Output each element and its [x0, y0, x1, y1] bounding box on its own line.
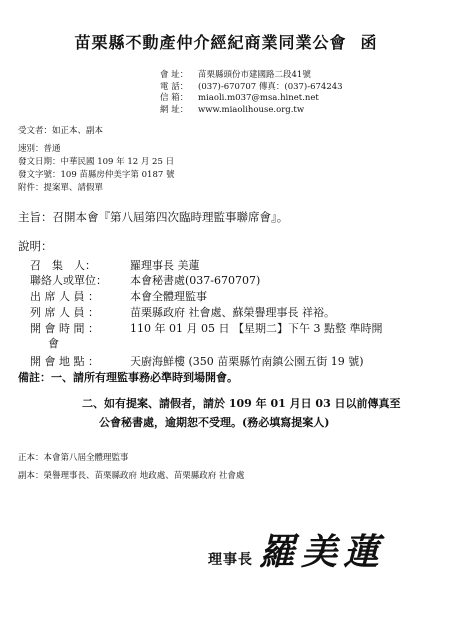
issue-date: 發文日期：中華民國 109 年 12 月 25 日: [18, 157, 175, 167]
contact-phone: 電 話： (037)-670707 傳真：(037)-674243: [160, 81, 343, 92]
desc-item-time-cont: 會: [48, 337, 59, 350]
attachments: 附件：提案單、請假單: [18, 183, 104, 193]
contact-email: 信 箱： miaoli.m037@msa.hinet.net: [160, 93, 319, 103]
doc-type: 函: [360, 33, 378, 52]
note-1: 備註：一、請所有理監事務必準時到場開會。: [18, 371, 238, 384]
chairperson-signature: [208, 515, 385, 575]
signature-name: 羅美蓮: [259, 531, 386, 573]
distribution-main: 正本：本會第八屆全體理監事: [18, 453, 129, 463]
note-2-line-2: 公會秘書處，逾期恕不受理。(務必填寫提案人): [99, 416, 330, 429]
speed: 速別：普通: [18, 144, 61, 154]
recipient: 受文者：如正本、副本: [18, 126, 104, 136]
signature-title: 理事長: [208, 552, 253, 568]
desc-item-attendees: 出 席 人 員 ： 本會全體理監事: [30, 290, 207, 303]
contact-block: [160, 70, 343, 116]
contact-website: 網 址： www.miaolihouse.org.tw: [160, 104, 305, 115]
desc-item-time: 開 會 時 間 ： 110 年 01 月 05 日 【星期二】下午 3 點整 準時開: [30, 322, 383, 335]
desc-item-contact: 聯絡人或單位： 本會秘書處(037-670707): [30, 274, 261, 287]
document-number: 發文字號：109 苗縣房仲美字第 0187 號: [18, 170, 175, 180]
description-label: 說明：: [18, 239, 53, 253]
letter-title: [0, 30, 452, 53]
note-2-line-1: 二、如有提案、請假者，請於 109 年 01 月日 03 日以前傳真至: [82, 397, 401, 410]
org-title: 苗栗縣不動產仲介經紀商業同業公會: [74, 33, 347, 52]
subject: 主旨：召開本會『第八屆第四次臨時理監事聯席會』。: [18, 210, 289, 224]
desc-item-convener: 召 集 人： 羅理事長 美蓮: [30, 259, 200, 272]
desc-item-location: 開 會 地 點 ： 天廚海鮮樓 (350 苗栗縣竹南鎮公園五街 19 號): [30, 355, 364, 368]
distribution-copy: 副本：榮譽理事長、苗栗縣政府 地政處、苗栗縣政府 社會處: [18, 471, 245, 481]
desc-item-observers: 列 席 人 員 ： 苗栗縣政府 社會處、蘇榮譽理事長 祥裕。: [30, 306, 335, 319]
contact-address: 會 址： 苗栗縣頭份市建國路二段41號: [160, 70, 311, 80]
